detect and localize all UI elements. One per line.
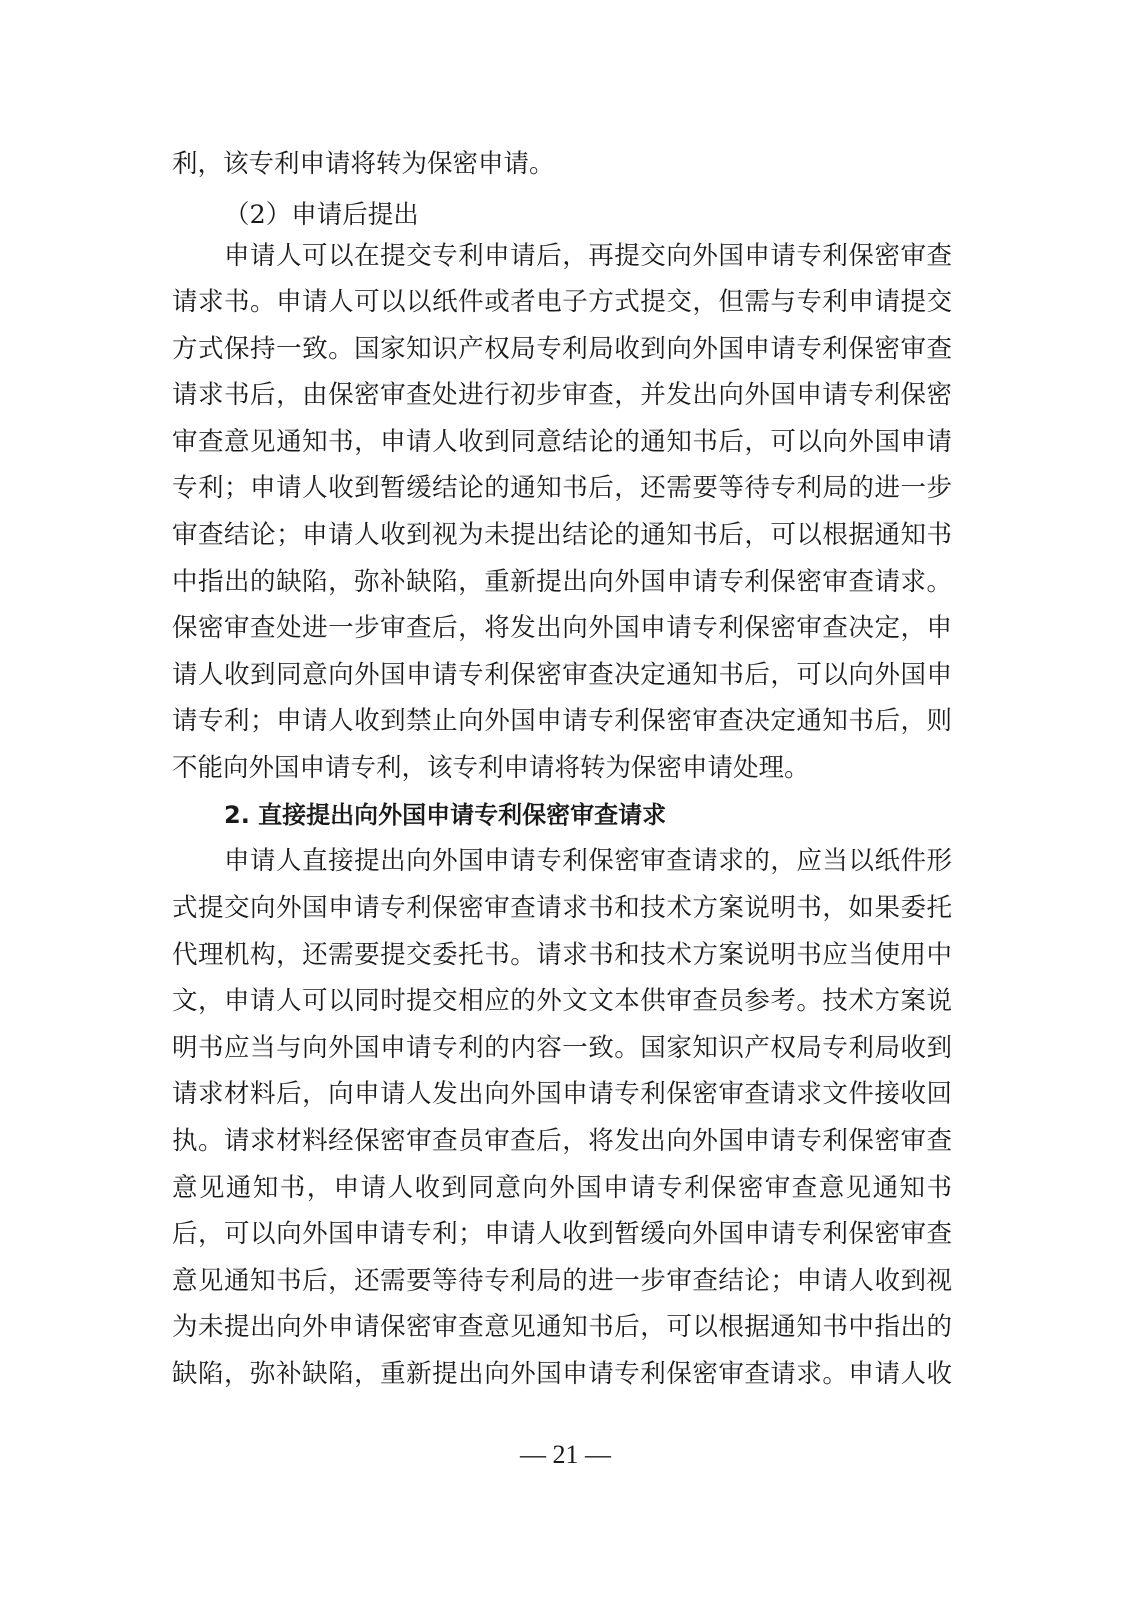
text-line-12: 请人收到同意向外国申请专利保密审查决定通知书后，可以向外国申 bbox=[172, 660, 952, 690]
subsection-heading: （2）申请后提出 bbox=[224, 200, 419, 230]
text-line-8: 专利；申请人收到暂缓结论的通知书后，还需要等待专利局的进一步 bbox=[172, 473, 952, 503]
text-line-18: 代理机构，还需要提交委托书。请求书和技术方案说明书应当使用中 bbox=[172, 940, 952, 970]
text-line-3: 申请人可以在提交专利申请后，再提交向外国申请专利保密审查 bbox=[224, 241, 952, 271]
text-line-20: 明书应当与向外国申请专利的内容一致。国家知识产权局专利局收到 bbox=[172, 1033, 952, 1063]
text-line-22: 执。请求材料经保密审查员审查后，将发出向外国申请专利保密审查 bbox=[172, 1126, 952, 1156]
text-line-27: 缺陷，弥补缺陷，重新提出向外国申请专利保密审查请求。申请人收 bbox=[172, 1359, 952, 1389]
text-line-25: 意见通知书后，还需要等待专利局的进一步审查结论；申请人收到视 bbox=[172, 1266, 952, 1296]
text-line-9: 审查结论；申请人收到视为未提出结论的通知书后，可以根据通知书 bbox=[172, 520, 952, 550]
text-line-17: 式提交向外国申请专利保密审查请求书和技术方案说明书，如果委托 bbox=[172, 893, 952, 923]
text-line-26: 为未提出向外申请保密审查意见通知书后，可以根据通知书中指出的 bbox=[172, 1312, 952, 1342]
text-line-14: 不能向外国申请专利，该专利申请将转为保密申请处理。 bbox=[172, 753, 810, 783]
text-line-7: 审查意见通知书，申请人收到同意结论的通知书后，可以向外国申请 bbox=[172, 427, 952, 457]
text-line-5: 方式保持一致。国家知识产权局专利局收到向外国申请专利保密审查 bbox=[172, 334, 952, 364]
text-line-13: 请专利；申请人收到禁止向外国申请专利保密审查决定通知书后，则 bbox=[172, 706, 952, 736]
text-line-4: 请求书。申请人可以以纸件或者电子方式提交，但需与专利申请提交 bbox=[172, 287, 952, 317]
page-number: — 21 — bbox=[520, 1440, 611, 1469]
text-line-1: 利，该专利申请将转为保密申请。 bbox=[172, 149, 555, 179]
text-line-24: 后，可以向外国申请专利；申请人收到暂缓向外国申请专利保密审查 bbox=[172, 1219, 952, 1249]
text-line-10: 中指出的缺陷，弥补缺陷，重新提出向外国申请专利保密审查请求。 bbox=[172, 567, 952, 597]
text-line-6: 请求书后，由保密审查处进行初步审查，并发出向外国申请专利保密 bbox=[172, 380, 952, 410]
text-line-23: 意见通知书，申请人收到同意向外国申请专利保密审查意见通知书 bbox=[172, 1173, 952, 1203]
text-line-19: 文，申请人可以同时提交相应的外文文本供审查员参考。技术方案说 bbox=[172, 986, 952, 1016]
text-line-16: 申请人直接提出向外国申请专利保密审查请求的，应当以纸件形 bbox=[224, 846, 952, 876]
section-heading: 2. 直接提出向外国申请专利保密审查请求 bbox=[224, 801, 667, 829]
text-line-11: 保密审查处进一步审查后，将发出向外国申请专利保密审查决定，申 bbox=[172, 613, 952, 643]
text-line-21: 请求材料后，向申请人发出向外国申请专利保密审查请求文件接收回 bbox=[172, 1079, 952, 1109]
